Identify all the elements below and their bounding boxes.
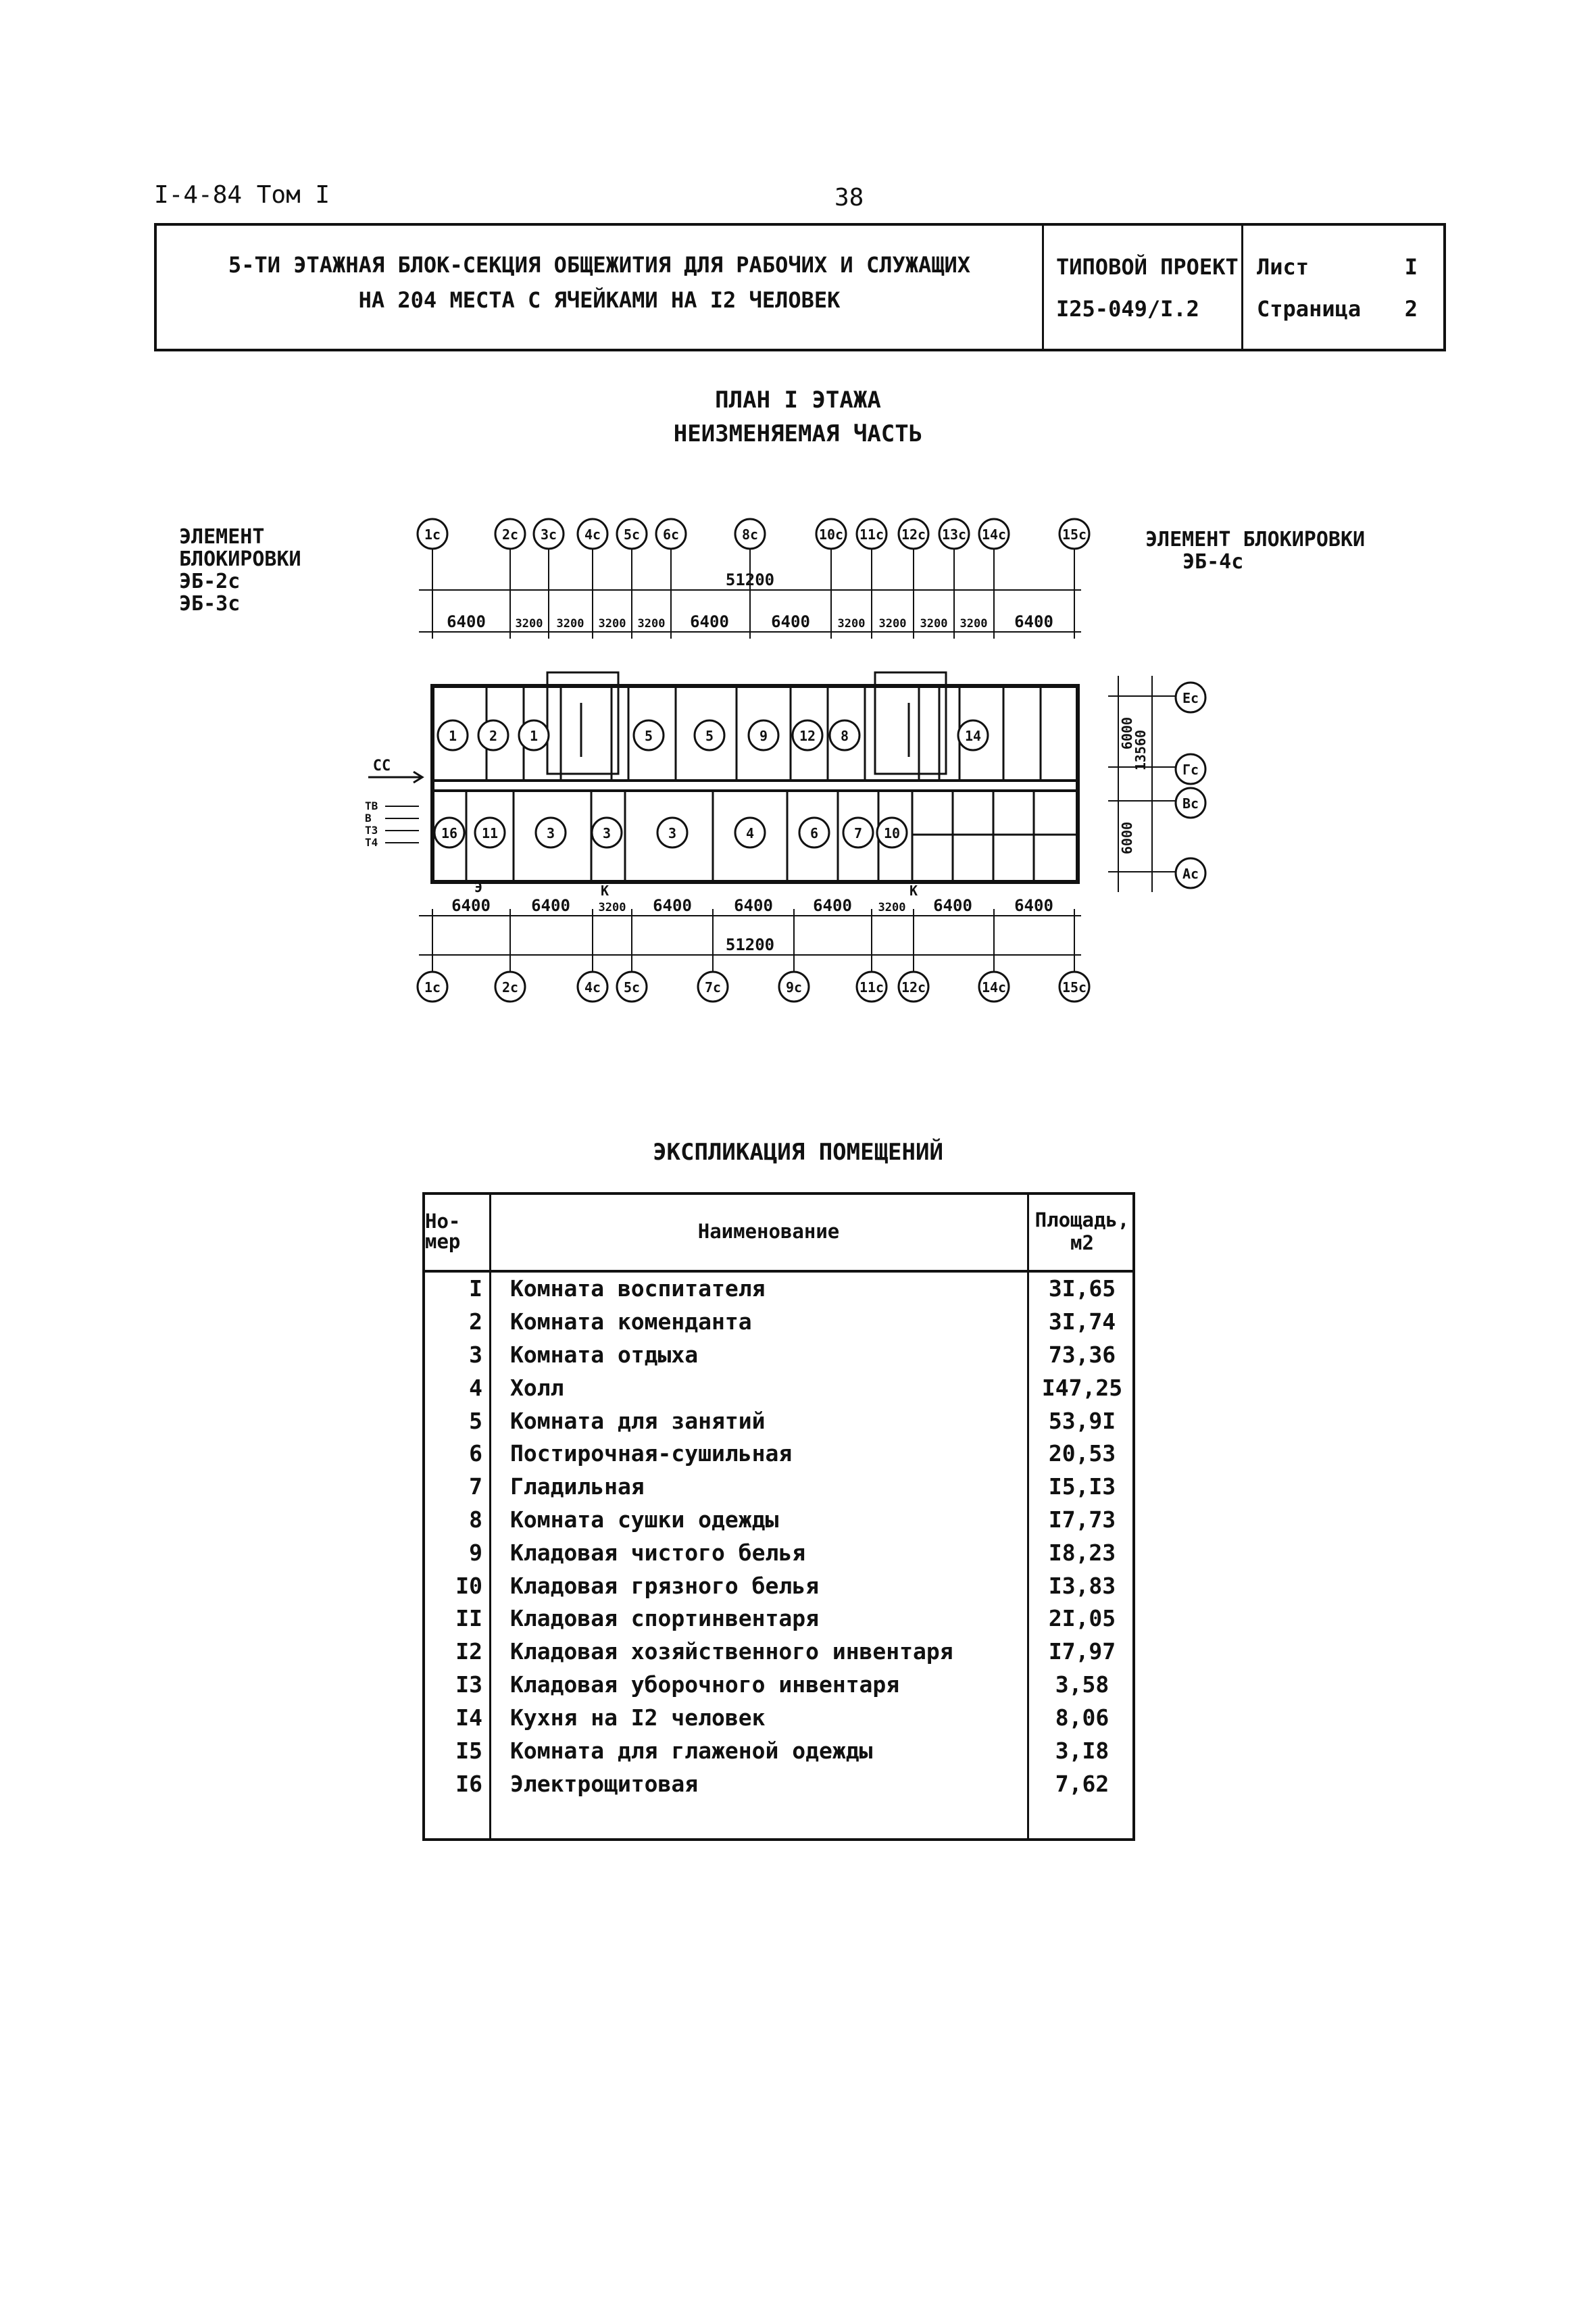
table-row — [422, 1306, 1135, 1339]
title-line-1: 5-ТИ ЭТАЖНАЯ БЛОК-СЕКЦИЯ ОБЩЕЖИТИЯ ДЛЯ РАБОЧИХ И СЛУЖАЩИХ — [228, 252, 971, 278]
top-segment-dimension: 3200 — [515, 617, 543, 631]
room-number-bubble: 9 — [759, 728, 768, 744]
table-row — [422, 1569, 1135, 1602]
room-number-bubble: 6 — [809, 825, 819, 841]
room-number-bubble: 11 — [481, 825, 499, 841]
cell-area: 7,62 — [1055, 1770, 1109, 1797]
mark-pipe: В — [365, 812, 372, 824]
axis-bottom-bubble: 7с — [704, 979, 722, 995]
table-row — [422, 1371, 1135, 1404]
header-number: Но-мер — [422, 1192, 491, 1271]
side-dimension: 6000 — [1119, 821, 1135, 855]
cell-num: 6 — [422, 1437, 491, 1471]
top-segment-dimension: 6400 — [771, 612, 810, 631]
table-row — [422, 1437, 1135, 1471]
mark-k: К — [909, 883, 918, 899]
cell-name: Кладовая спортинвентаря — [491, 1602, 1028, 1635]
axis-bottom-bubble: 15с — [1062, 979, 1087, 995]
cell-name: Кладовая хозяйственного инвентаря — [491, 1635, 1028, 1669]
room-number-bubble: 5 — [644, 728, 653, 744]
top-segment-dimension: 6400 — [1014, 612, 1053, 631]
table-row — [422, 1734, 1135, 1767]
axis-top-bubble: 2с — [501, 526, 519, 543]
room-number-bubble: 8 — [840, 728, 849, 744]
sheet-value: I — [1404, 254, 1418, 280]
top-segment-dimension: 6400 — [690, 612, 729, 631]
table-row — [422, 1471, 1135, 1504]
top-segment-dimension: 3200 — [556, 617, 584, 631]
header-area: Площадь, м2 — [1028, 1192, 1136, 1271]
cell-name: Гладильная — [491, 1471, 1028, 1504]
cell-num: II — [422, 1602, 491, 1635]
top-segment-dimension: 3200 — [837, 617, 866, 631]
room-number-bubble: 3 — [602, 825, 612, 841]
bottom-segment-dimension: 6400 — [1014, 896, 1053, 915]
axis-top-bubble: 10с — [818, 526, 844, 543]
top-segment-dimension: 3200 — [920, 617, 948, 631]
table-row — [422, 1536, 1135, 1569]
room-number-bubble: 2 — [489, 728, 498, 744]
cell-num: I — [422, 1271, 491, 1306]
cell-area: 20,53 — [1048, 1440, 1116, 1467]
cell-name: Кухня на I2 человек — [491, 1701, 1028, 1734]
axis-top-bubble: 4с — [584, 526, 601, 543]
room-number-bubble: 1 — [448, 728, 457, 744]
mark-pipe: ТВ — [365, 799, 378, 812]
mark-cc: СС — [372, 758, 391, 774]
table-row — [422, 1669, 1135, 1702]
bottom-segment-dimension: 6400 — [653, 896, 692, 915]
axis-bottom-bubble: 11с — [859, 979, 884, 995]
bottom-segment-dimension: 6400 — [531, 896, 570, 915]
bottom-segment-dimension: 3200 — [878, 901, 906, 914]
cell-area: 2I,05 — [1048, 1605, 1116, 1632]
table-row — [422, 1271, 1135, 1306]
bottom-segment-dimension: 6400 — [813, 896, 852, 915]
axis-top-bubble: 11с — [859, 526, 884, 543]
mark-e: Э — [474, 879, 483, 895]
mark-k: К — [600, 883, 609, 899]
top-segment-dimension: 3200 — [959, 617, 988, 631]
top-segment-dimension: 3200 — [598, 617, 626, 631]
page-value: 2 — [1404, 296, 1418, 322]
axis-top-bubble: 13с — [941, 526, 967, 543]
cell-area: I5,I3 — [1048, 1473, 1116, 1500]
mark-pipe: Т4 — [365, 836, 378, 849]
room-number-bubble: 5 — [705, 728, 714, 744]
axis-top-bubble: 8с — [741, 526, 759, 543]
cell-name: Комната для глаженой одежды — [491, 1734, 1028, 1767]
cell-name: Комната для занятий — [491, 1404, 1028, 1437]
cell-area: I8,23 — [1048, 1539, 1116, 1566]
bottom-segment-dimension: 6400 — [933, 896, 972, 915]
top-segment-dimension: 3200 — [878, 617, 907, 631]
axis-top-bubble: 6с — [662, 526, 680, 543]
cell-area: I47,25 — [1041, 1374, 1123, 1401]
axis-top-bubble: 14с — [981, 526, 1007, 543]
right-label-line: ЭЛЕМЕНТ БЛОКИРОВКИ — [1145, 528, 1366, 551]
side-dimension: 13560 — [1132, 729, 1149, 771]
cell-area: I7,97 — [1048, 1638, 1116, 1665]
axis-bottom-bubble: 2с — [501, 979, 519, 995]
room-number-bubble: 10 — [883, 825, 901, 841]
table-row — [422, 1404, 1135, 1437]
cell-num: 2 — [422, 1306, 491, 1339]
axis-bottom-bubble: 5с — [623, 979, 641, 995]
axis-bottom-bubble: 9с — [785, 979, 803, 995]
right-label-line: ЭБ-4с — [1182, 550, 1244, 574]
cell-num: I3 — [422, 1669, 491, 1702]
total-dimension-bottom: 51200 — [725, 935, 775, 954]
cell-area: 3I,74 — [1048, 1308, 1116, 1335]
cell-area: 3I,65 — [1048, 1275, 1116, 1302]
left-label-line: ЭЛЕМЕНТ — [179, 525, 265, 549]
cell-area: 73,36 — [1048, 1341, 1116, 1369]
floor-plan-drawing — [0, 0, 1596, 1054]
room-number-bubble: 4 — [745, 825, 755, 841]
sheet-label: Лист — [1257, 254, 1310, 280]
cell-num: 3 — [422, 1339, 491, 1372]
cell-name: Кладовая уборочного инвентаря — [491, 1669, 1028, 1702]
room-number-bubble: 12 — [799, 728, 816, 744]
top-segment-dimension: 3200 — [637, 617, 666, 631]
mark-pipe: Т3 — [365, 824, 378, 837]
page-number: 38 — [834, 184, 864, 212]
explication-table — [422, 1192, 1135, 1841]
axis-bottom-bubble: 12с — [901, 979, 926, 995]
total-dimension-top: 51200 — [725, 570, 775, 589]
cell-area: 3,58 — [1055, 1671, 1109, 1698]
cell-area: 53,9I — [1048, 1407, 1116, 1434]
axis-side-bubble: Гс — [1182, 762, 1199, 778]
room-number-bubble: 14 — [964, 728, 982, 744]
axis-bottom-bubble: 4с — [584, 979, 601, 995]
axis-top-bubble: 3с — [540, 526, 557, 543]
title-line-2: НА 204 МЕСТА С ЯЧЕЙКАМИ НА I2 ЧЕЛОВЕК — [358, 287, 841, 313]
project-number: I25-049/I.2 — [1056, 296, 1199, 322]
cell-name: Комната коменданта — [491, 1306, 1028, 1339]
axis-top-bubble: 12с — [901, 526, 926, 543]
table-row — [422, 1701, 1135, 1734]
left-label-line: ЭБ-2с — [179, 570, 241, 593]
page-label: Страница — [1257, 296, 1362, 322]
axis-side-bubble: Ес — [1182, 690, 1199, 706]
bottom-segment-dimension: 3200 — [598, 901, 626, 914]
cell-num: I5 — [422, 1734, 491, 1767]
cell-name: Кладовая грязного белья — [491, 1569, 1028, 1602]
cell-num: I0 — [422, 1569, 491, 1602]
bottom-segment-dimension: 6400 — [734, 896, 773, 915]
project-label: ТИПОВОЙ ПРОЕКТ — [1056, 254, 1239, 280]
cell-num: 9 — [422, 1536, 491, 1569]
cell-num: I6 — [422, 1767, 491, 1800]
room-number-bubble: 7 — [853, 825, 863, 841]
cell-num: 4 — [422, 1371, 491, 1404]
cell-num: I2 — [422, 1635, 491, 1669]
header-name: Наименование — [491, 1192, 1028, 1271]
cell-num: 8 — [422, 1504, 491, 1537]
table-row — [422, 1504, 1135, 1537]
axis-side-bubble: Вс — [1182, 795, 1199, 812]
cell-num: 7 — [422, 1471, 491, 1504]
cell-name: Холл — [491, 1371, 1028, 1404]
axis-side-bubble: Ас — [1182, 866, 1199, 882]
table-row — [422, 1339, 1135, 1372]
cell-area: I3,83 — [1048, 1572, 1116, 1599]
cell-name: Комната отдыха — [491, 1339, 1028, 1372]
cell-area: 3,I8 — [1055, 1737, 1109, 1764]
bottom-segment-dimension: 6400 — [451, 896, 491, 915]
cell-name: Комната воспитателя — [491, 1271, 1028, 1306]
plan-subtitle: НЕИЗМЕНЯЕМАЯ ЧАСТЬ — [673, 420, 923, 447]
cell-num: 5 — [422, 1404, 491, 1437]
plan-title: ПЛАН I ЭТАЖА — [715, 387, 881, 414]
cell-area: 8,06 — [1055, 1704, 1109, 1731]
cell-num: I4 — [422, 1701, 491, 1734]
table-row — [422, 1767, 1135, 1800]
axis-bottom-bubble: 14с — [981, 979, 1007, 995]
room-number-bubble: 3 — [668, 825, 677, 841]
room-number-bubble: 16 — [441, 825, 458, 841]
table-row — [422, 1635, 1135, 1669]
cell-name: Электрощитовая — [491, 1767, 1028, 1800]
room-number-bubble: 1 — [529, 728, 539, 744]
cell-name: Кладовая чистого белья — [491, 1536, 1028, 1569]
axis-top-bubble: 15с — [1062, 526, 1087, 543]
side-dimension: 6000 — [1119, 716, 1135, 750]
left-label-line: ЭБ-3с — [179, 592, 241, 616]
table-row — [422, 1602, 1135, 1635]
cell-area: I7,73 — [1048, 1506, 1116, 1533]
axis-top-bubble: 1с — [424, 526, 441, 543]
explication-title: ЭКСПЛИКАЦИЯ ПОМЕЩЕНИЙ — [653, 1139, 943, 1166]
room-number-bubble: 3 — [546, 825, 555, 841]
top-segment-dimension: 6400 — [447, 612, 486, 631]
left-label-line: БЛОКИРОВКИ — [179, 547, 301, 571]
cell-name: Комната сушки одежды — [491, 1504, 1028, 1537]
cell-name: Постирочная-сушильная — [491, 1437, 1028, 1471]
axis-top-bubble: 5с — [623, 526, 641, 543]
document-code: I-4-84 Том I — [154, 181, 330, 209]
axis-bottom-bubble: 1с — [424, 979, 441, 995]
